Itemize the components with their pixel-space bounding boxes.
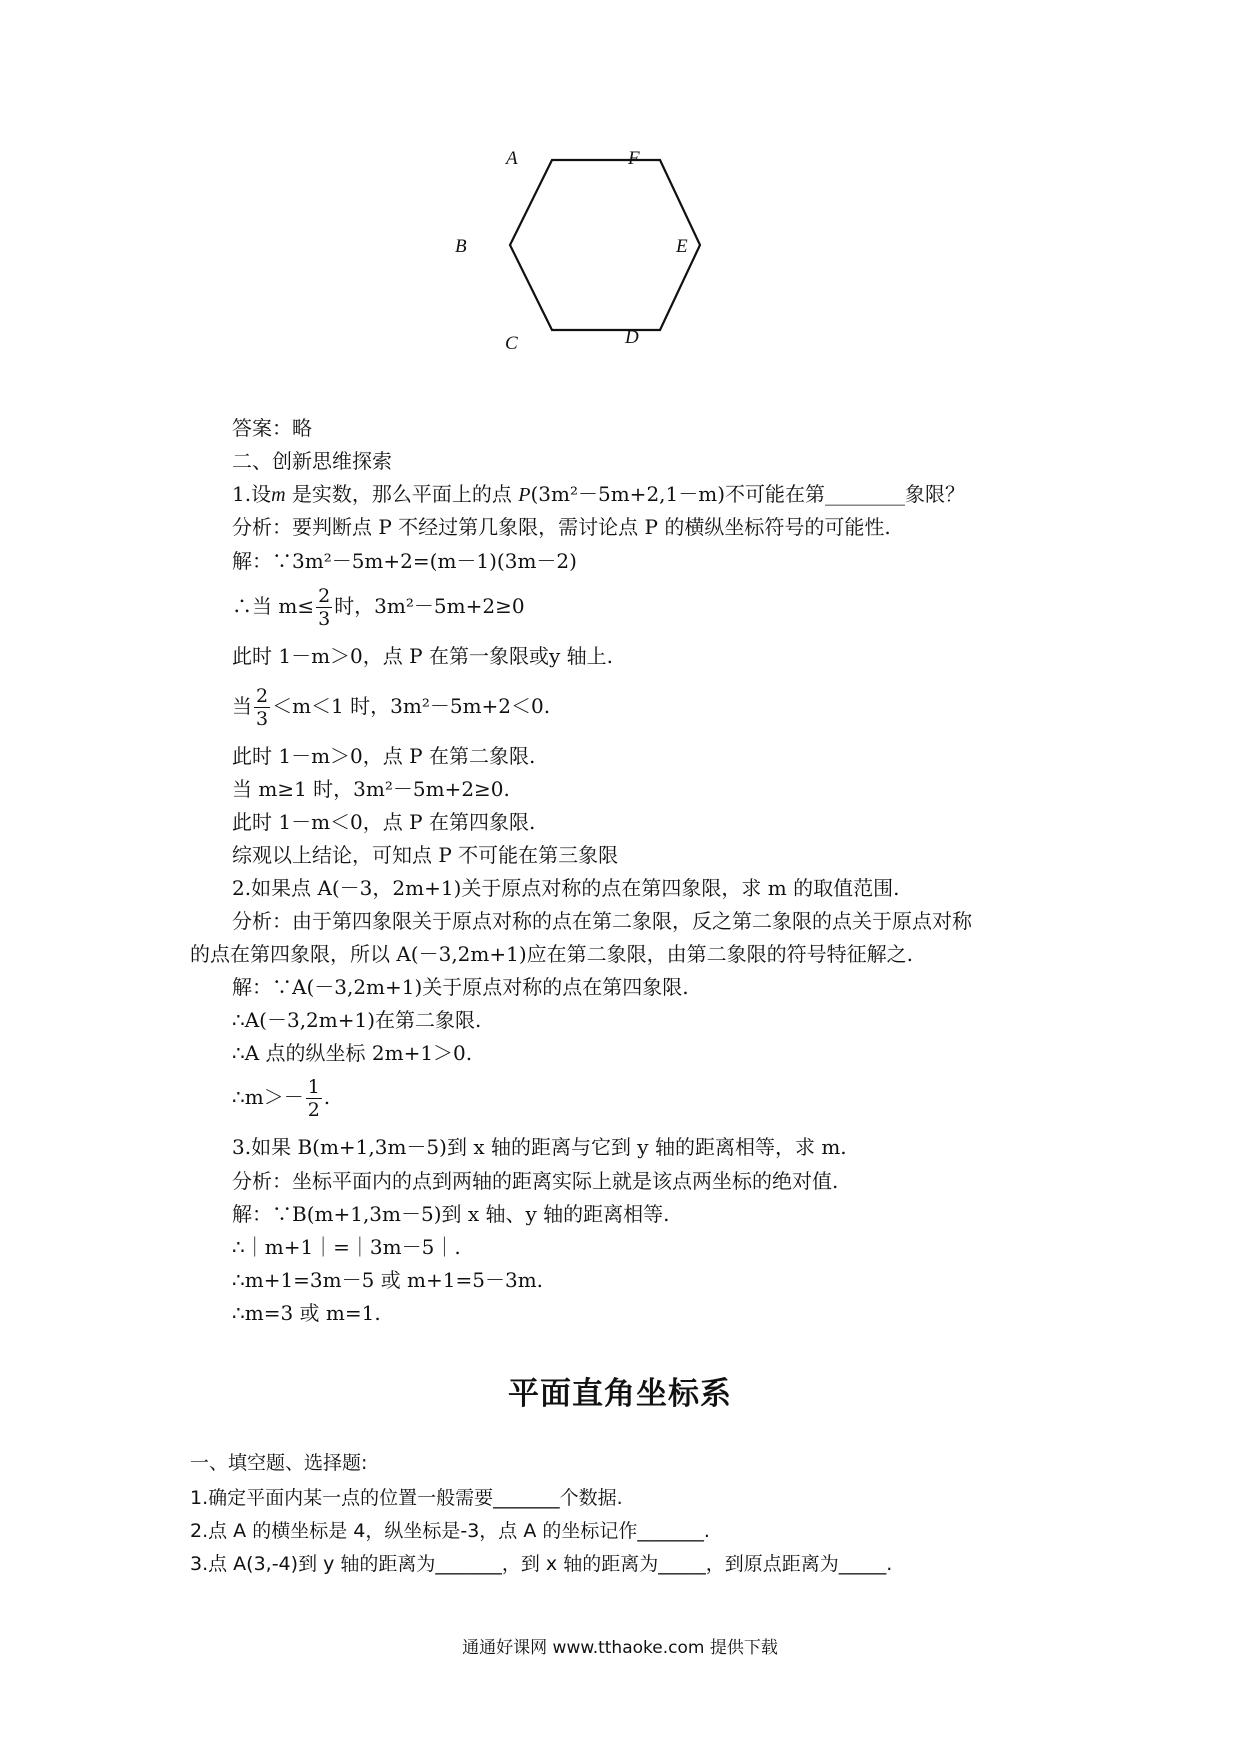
q2-sol-line4 <box>232 1073 330 1121</box>
fraction-denominator: 2 <box>307 1099 320 1121</box>
q1-sol-line6: 当 m≥1 时，3m²－5m+2≥0. <box>232 777 510 801</box>
q1-analysis: 分析：要判断点 P 不经过第几象限，需讨论点 P 的横纵坐标符号的可能性. <box>232 515 891 539</box>
hexagon-outline <box>510 160 700 330</box>
q2-sol-line4-post: . <box>323 1085 331 1109</box>
q1-stem-mid: 是实数，那么平面上的点 <box>285 482 519 506</box>
q1-sol-line3: 此时 1－m＞0，点 P 在第一象限或y 轴上. <box>232 644 613 668</box>
part1-item-1: 1.确定平面内某一点的位置一般需要_______个数据. <box>190 1487 623 1509</box>
q1-sol-line7: 此时 1－m＜0，点 P 在第四象限. <box>232 810 536 834</box>
vertex-label-a: A <box>506 148 518 169</box>
fraction-numerator: 1 <box>307 1076 320 1098</box>
part1-heading: 一、填空题、选择题: <box>190 1452 368 1474</box>
q3-stem: 3.如果 B(m+1,3m－5)到 x 轴的距离与它到 y 轴的距离相等，求 m. <box>232 1135 847 1159</box>
part1-item-2: 2.点 A 的横坐标是 4，纵坐标是-3，点 A 的坐标记作_______. <box>190 1520 710 1542</box>
fraction-one-half <box>306 1076 322 1121</box>
q3-sol-line1: 解：∵B(m+1,3m－5)到 x 轴、y 轴的距离相等. <box>232 1202 670 1226</box>
fraction-two-thirds-2 <box>254 685 270 730</box>
q1-sol-line8: 综观以上结论，可知点 P 不可能在第三象限 <box>232 843 619 867</box>
q2-analysis-line2: 的点在第四象限，所以 A(－3,2m+1)应在第二象限，由第二象限的符号特征解之. <box>190 942 914 966</box>
part1-item-3: 3.点 A(3,-4)到 y 轴的距离为_______，到 x 轴的距离为_____，到原点距离为_____. <box>190 1553 893 1575</box>
page-footer: 通通好课网 www.tthaoke.com 提供下载 <box>462 1638 778 1658</box>
q2-stem: 2.如果点 A(－3，2m+1)关于原点对称的点在第四象限，求 m 的取值范围. <box>232 876 900 900</box>
vertex-label-f: F <box>628 148 640 169</box>
q1-sol-line5: 此时 1－m＞0，点 P 在第二象限. <box>232 744 536 768</box>
fraction-numerator: 2 <box>256 685 269 707</box>
vertex-label-c: C <box>505 333 518 354</box>
q1-sol-line2-pre: ∴当 m≤ <box>232 594 315 618</box>
q1-sol-line2-post: 时，3m²－5m+2≥0 <box>334 594 525 618</box>
q1-sol-line4-post: ＜m＜1 时，3m²－5m+2＜0. <box>272 694 551 718</box>
q1-stem-expr: (3m²－5m+2,1－m)不可能在第________象限？ <box>530 482 966 506</box>
vertex-label-e: E <box>676 236 688 257</box>
q1-stem-pre: 1.设 <box>232 482 272 506</box>
q2-sol-line3: ∴A 点的纵坐标 2m+1＞0. <box>232 1041 473 1065</box>
q1-var-m: m <box>271 484 286 506</box>
fraction-denominator: 3 <box>256 708 269 730</box>
q1-stem <box>232 481 965 508</box>
fraction-numerator: 2 <box>318 585 331 607</box>
q3-sol-line2: ∴｜m+1｜=｜3m－5｜. <box>232 1235 461 1259</box>
page-title: 平面直角坐标系 <box>508 1376 732 1412</box>
q1-sol-line1: 解：∵3m²－5m+2=(m－1)(3m－2) <box>232 549 577 573</box>
q1-sol-line4-pre: 当 <box>232 694 252 718</box>
q2-analysis-line1: 分析：由于第四象限关于原点对称的点在第二象限，反之第二象限的点关于原点对称 <box>232 909 972 933</box>
answer-line: 答案：略 <box>232 416 312 440</box>
q1-sol-line4 <box>232 682 550 730</box>
vertex-label-d: D <box>625 327 639 348</box>
q1-sol-line2 <box>232 582 525 630</box>
vertex-label-b: B <box>455 236 467 257</box>
q2-sol-line4-pre: ∴m＞－ <box>232 1085 304 1109</box>
q3-sol-line4: ∴m=3 或 m=1. <box>232 1301 381 1325</box>
fraction-two-thirds <box>316 585 332 630</box>
q3-sol-line3: ∴m+1=3m－5 或 m+1=5－3m. <box>232 1268 544 1292</box>
q1-var-p: P <box>518 484 531 506</box>
fraction-denominator: 3 <box>318 608 331 630</box>
q3-analysis: 分析：坐标平面内的点到两轴的距离实际上就是该点两坐标的绝对值. <box>232 1169 839 1193</box>
q2-sol-line1: 解：∵A(－3,2m+1)关于原点对称的点在第四象限. <box>232 975 689 999</box>
hexagon-figure <box>455 148 785 395</box>
section2-heading: 二、创新思维探索 <box>232 449 392 473</box>
q2-sol-line2: ∴A(－3,2m+1)在第二象限. <box>232 1008 482 1032</box>
